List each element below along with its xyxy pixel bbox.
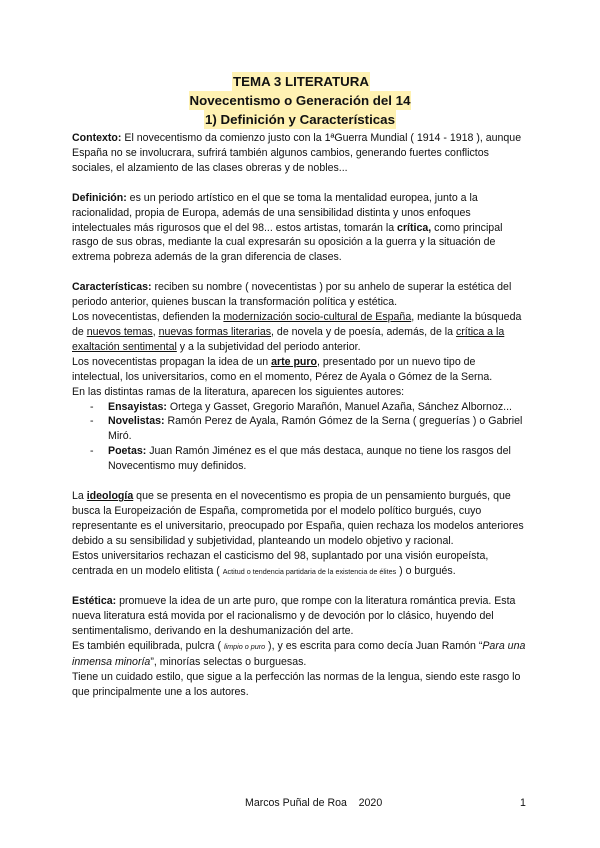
contexto-text: El novecentismo da comienzo justo con la 1ªGuerra Mundial ( 1914 - 1918 ), aunque España no se involucrara, sufrirá también algunos cambios, generando fuertes conflictos sociales, el alzamiento de las clases obreras y de nobles... (72, 132, 522, 174)
footer-author: Marcos Puñal de Roa 2020 (245, 797, 383, 809)
autores-intro: En las distintas ramas de la literatura, aparecen los siguientes autores: (72, 385, 405, 398)
title-block (72, 72, 528, 129)
caracteristicas-text: reciben su nombre ( novecentistas ) por su anhelo de superar la estética del periodo anterior, quienes buscan la transformación política y estética. (72, 281, 512, 309)
list-item (72, 444, 528, 474)
list-item-text: Juan Ramón Jiménez es el que más destaca, aunque no tiene los rasgos del Novecentismo muy definidos. (108, 445, 511, 473)
list-item-text: Ortega y Gasset, Gregorio Marañón, Manuel Azaña, Sánchez Albornoz... (166, 400, 512, 413)
section-title: 1) Definición y Características (205, 112, 395, 127)
main-title: TEMA 3 LITERATURA (233, 74, 369, 89)
estilo-paragraph: Tiene un cuidado estilo, que sigue a la perfección las normas de la lengua, siendo este rasgo lo que principalmente une a los autores. (72, 671, 521, 698)
bullet-dash: - (90, 415, 94, 428)
small-note: Actitud o tendencia partidaria de la existencia de élites (222, 566, 397, 576)
list-item-label: Ensayistas: (108, 400, 167, 413)
underlined-text: crítica a la exaltación sentimental (72, 325, 505, 353)
definicion-text-2: como principal rasgo de sus obras, mediante la cual expresarán su oposición a la guerra y la situación de extrema pobreza además de la gran diferencia de clases. (72, 221, 503, 264)
underlined-text: nuevas formas literarias (158, 325, 272, 338)
underlined-text: modernización socio-cultural de España (223, 311, 412, 324)
equilibrada-paragraph (72, 639, 528, 670)
bullet-dash: - (90, 400, 94, 413)
page-number: 1 (520, 797, 526, 809)
ideologia-term: ideología (86, 490, 134, 503)
list-item-label: Novelistas: (108, 415, 165, 428)
estetica-label: Estética: (72, 595, 117, 608)
estetica-paragraph (72, 594, 528, 639)
definicion-paragraph (72, 191, 528, 266)
text-span: Los novecentistas, defienden la (72, 311, 224, 324)
text-span: Es también equilibrada, pulcra ( (72, 640, 224, 653)
contexto-label: Contexto: (72, 132, 122, 144)
quote-italic: Para una inmensa minoría (72, 640, 526, 669)
list-item (72, 414, 528, 444)
text-span: promueve la idea de un arte puro, que rompe con la literatura romántica previa. Esta nueva literatura está movida por el racionalismo y de devoción por lo clásico, huyendo del sentimentalismo, derivando en la deshumanización del arte. (72, 595, 516, 638)
text-span: Estos universitarios rechazan el casticismo del 98, suplantado por una visión europeísta, centrada en un modelo elitista ( (72, 549, 489, 577)
subtitle: Novecentismo o Generación del 14 (189, 93, 411, 108)
list-item-text: Ramón Perez de Ayala, Ramón Gómez de la Serna ( greguerías ) o Gabriel Miró. (108, 415, 523, 443)
text-span: ”, minorías selectas o burguesas. (150, 656, 307, 669)
definicion-text-1: es un periodo artístico en el que se toma la mentalidad europea, junto a la racionalidad, propia de Europa, además de una sensibilidad distinta y unos enfoques intelectuales más rigurosos que el del 98... estos artistas, tomarán la (72, 191, 478, 234)
list-item-label: Poetas: (108, 445, 147, 458)
text-span: Los novecentistas propagan la idea de un (72, 355, 272, 368)
arte-puro-paragraph (72, 355, 528, 385)
text-span: , (152, 325, 159, 338)
caracteristicas-label: Características: (72, 281, 152, 294)
contexto-paragraph (72, 131, 528, 176)
authors-list (72, 400, 528, 475)
text-span: ) o burgués. (396, 564, 456, 577)
definicion-label: Definición: (72, 191, 127, 204)
caracteristicas-paragraph (72, 280, 528, 310)
text-span: y a la subjetividad del periodo anterior. (176, 340, 361, 353)
universitarios-paragraph (72, 549, 528, 580)
text-span: que se presenta en el novecentismo es propia de un pensamiento burgués, que busca la Europeización de España, comprometida por el modelo político burgués, cuyo representante es el universitario, preocupado por España, quien rechaza los modelos anteriores debido a su sensibilidad y subjetividad, planteando un modelo objetivo y racional. (72, 490, 524, 547)
text-span: , mediante la búsqueda de (72, 311, 522, 338)
small-note: limpio o puro (223, 642, 266, 652)
text-span: ), y es escrita para como decía Juan Ramón “ (265, 640, 483, 653)
novecentistas-defienden (72, 310, 528, 355)
text-span: , de novela y de poesía, además, de la (271, 325, 456, 338)
bullet-dash: - (90, 445, 94, 458)
ideologia-paragraph (72, 489, 528, 549)
arte-puro-term: arte puro (271, 355, 317, 368)
underlined-text: nuevos temas (86, 325, 153, 338)
text-span: , presentado por un nuevo tipo de intelectual, los universitarios, como en el momento, Pérez de Ayala o Gómez de la Serna. (72, 355, 493, 383)
text-span: La (72, 490, 87, 503)
list-item (72, 400, 528, 415)
document-page (72, 72, 528, 700)
definicion-bold: crítica, (397, 221, 432, 234)
